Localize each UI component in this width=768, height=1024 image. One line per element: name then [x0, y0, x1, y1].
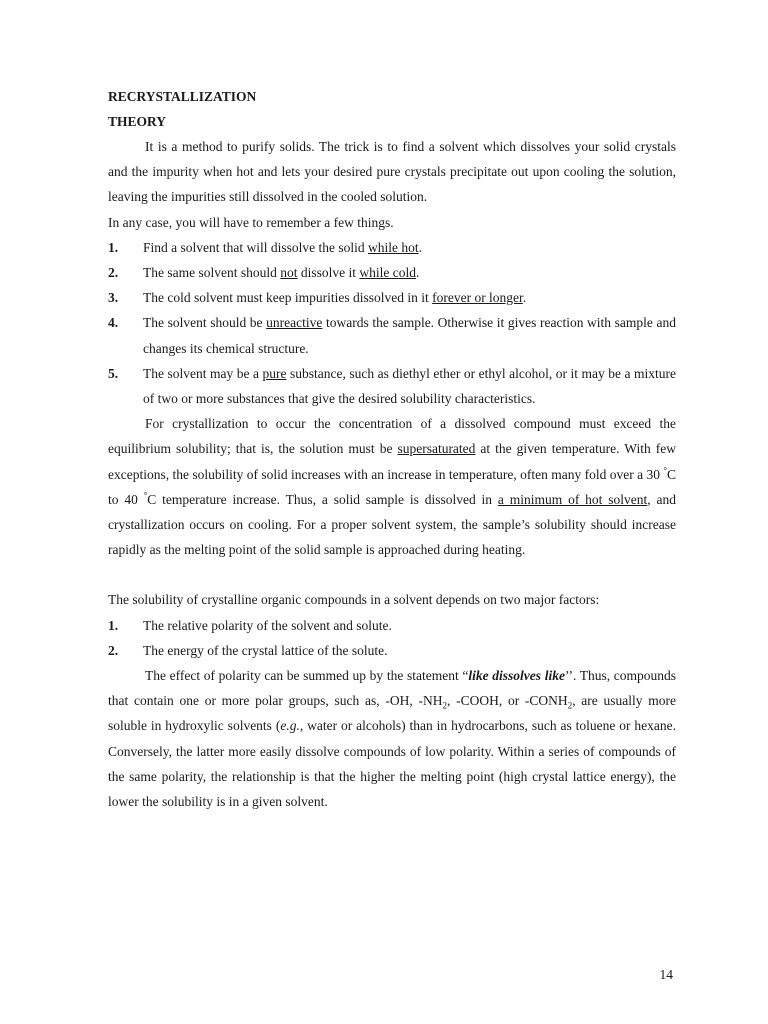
solvent-rules-list [108, 235, 676, 411]
list-item [108, 235, 676, 260]
list-text: The same solvent should not dissolve it while cold. [143, 265, 420, 281]
page-number: 14 [659, 967, 673, 982]
list-number: 4. [108, 315, 119, 331]
list-text: Find a solvent that will dissolve the solid while hot. [143, 239, 422, 255]
document-title: RECRYSTALLIZATION [108, 89, 257, 104]
list-number: 1. [108, 617, 119, 633]
polarity-paragraph: The effect of polarity can be summed up by the statement “like dissolves like’’. Thus, compounds that contain one or more polar groups, such as, -OH, $-NH_2$, -COOH, or $-CONH_2$, are usually more soluble in hydroxylic solvents (e.g., water or alcohols) than in hydrocarbons, such as toluene or hexane. Conversely, the latter more easily dissolve compounds of low polarity. Within a series of compounds of the same polarity, the relationship is that the higher the melting point (high crystal lattice energy), the lower the solubility is in a given solvent. [108, 668, 677, 810]
list-item [108, 285, 676, 310]
list-number: 2. [108, 642, 119, 658]
solubility-factors-list [108, 613, 676, 663]
section-heading: THEORY [108, 114, 167, 129]
list-item [108, 638, 676, 663]
list-item [108, 361, 676, 411]
paragraph-spacer [108, 562, 676, 587]
list-item [108, 260, 676, 285]
solubility-intro: The solubility of crystalline organic compounds in a solvent depends on two major factors: [108, 592, 600, 608]
list-number: 3. [108, 290, 119, 306]
intro-note: In any case, you will have to remember a few things. [108, 214, 394, 230]
list-text: The relative polarity of the solvent and solute. [143, 617, 392, 633]
document-page [108, 84, 676, 814]
list-number: 2. [108, 265, 119, 281]
list-item [108, 613, 676, 638]
list-text: The solvent may be a pure substance, such as diethyl ether or ethyl alcohol, or it may be a mixture of two or more substances that give the desired solubility characteristics. [143, 365, 676, 407]
crystallization-paragraph: For crystallization to occur the concentration of a dissolved compound must exceed the equilibrium solubility; that is, the solution must be supersaturated at the given temperature. With few exceptions, the solubility of solid increases with an increase in temperature, often many fold over a 30 °C to 40 °C temperature increase. Thus, a solid sample is dissolved in a minimum of hot solvent, and crystallization occurs on cooling. For a proper solvent system, the sample’s solubility should increase rapidly as the melting point of the solid sample is approached during heating. [108, 416, 676, 558]
list-number: 1. [108, 239, 119, 255]
list-text: The energy of the crystal lattice of the solute. [143, 642, 388, 658]
list-number: 5. [108, 365, 119, 381]
list-item [108, 310, 676, 360]
list-text: The solvent should be unreactive towards the sample. Otherwise it gives reaction with sample and changes its chemical structure. [143, 315, 676, 356]
intro-paragraph: It is a method to purify solids. The trick is to find a solvent which dissolves your solid crystals and the impurity when hot and lets your desired pure crystals precipitate out upon cooling the solution, leaving the impurities still dissolved in the cooled solution. [108, 139, 676, 205]
list-text: The cold solvent must keep impurities dissolved in it forever or longer. [143, 290, 527, 306]
